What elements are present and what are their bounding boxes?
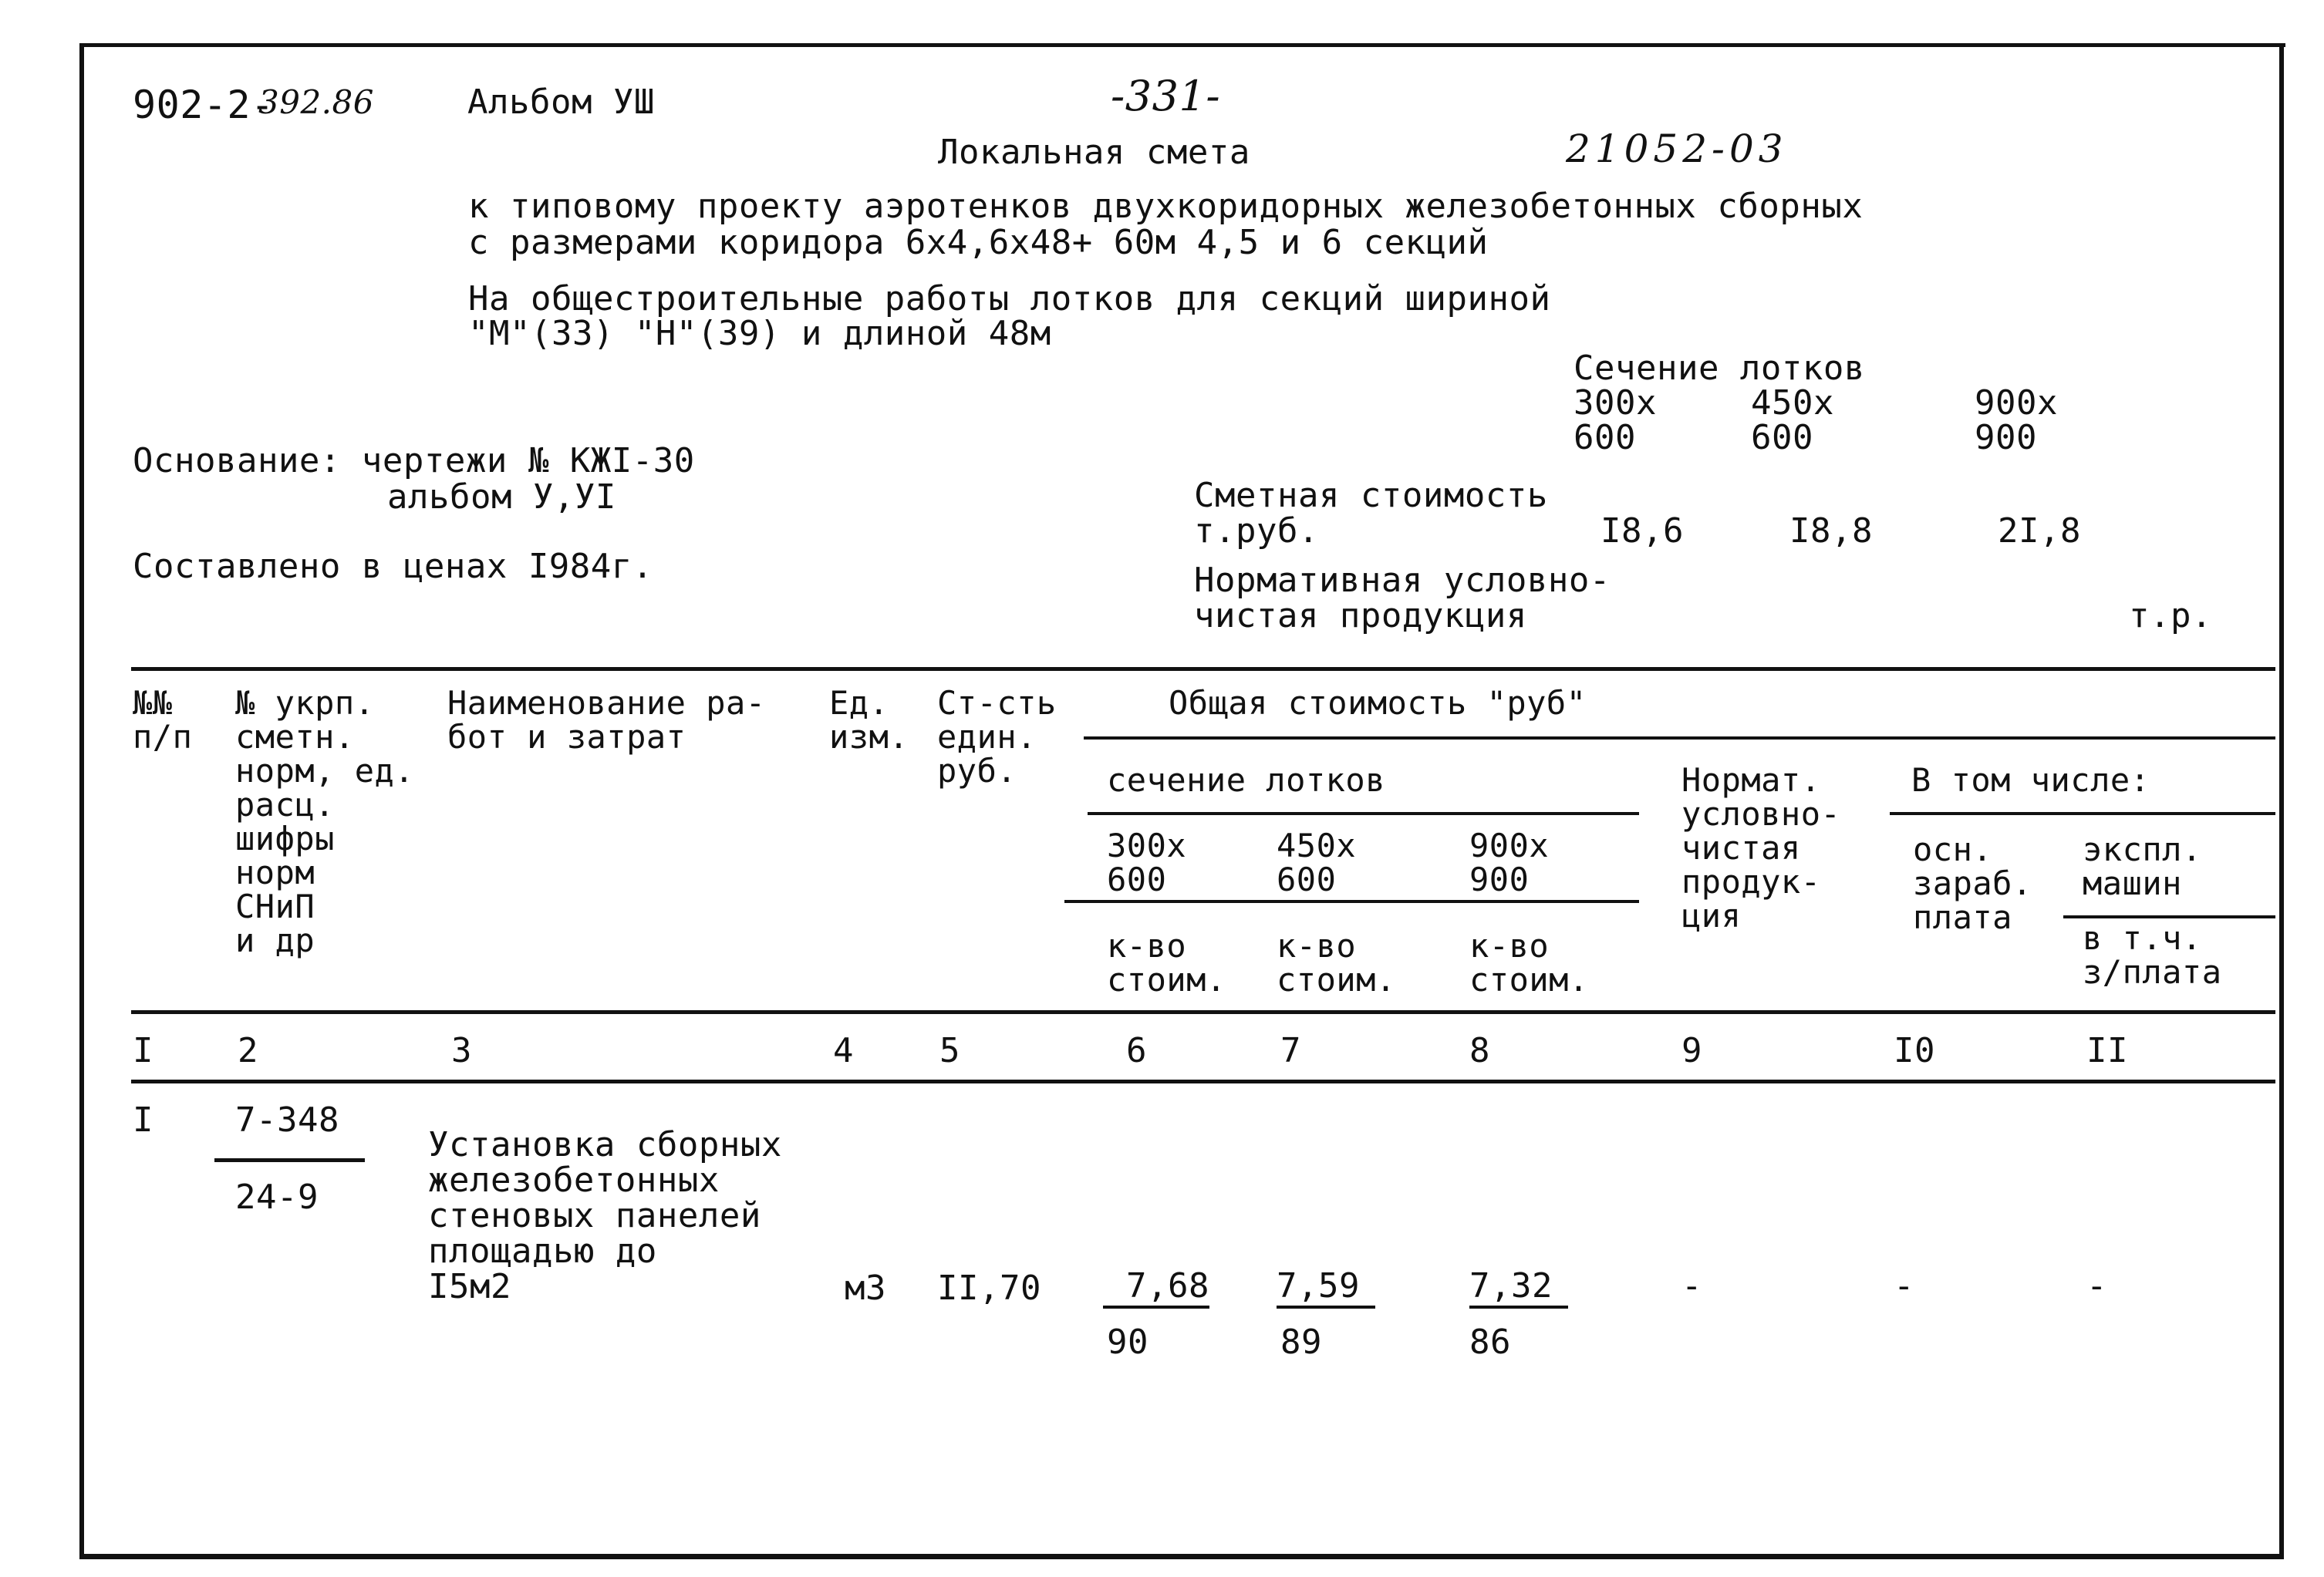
section-1-bottom: 600: [1574, 418, 1636, 457]
norm-label-line-2: чистая продукция: [1194, 596, 1527, 635]
header-qty-line: стоим.: [1277, 961, 1396, 999]
header-col-3-line: Наименование ра-: [447, 684, 766, 722]
header-col-4-line: Ед.: [829, 684, 889, 722]
header-col-5-line: Ст-сть: [937, 684, 1057, 722]
section-2-bottom: 600: [1751, 418, 1813, 457]
header-col-1-line: №№: [133, 684, 173, 722]
section-3-bottom: 900: [1975, 418, 2037, 457]
header-qty-3: [1469, 929, 1589, 997]
album-label: Альбом УШ: [467, 83, 655, 122]
cost-value-1: I8,6: [1600, 511, 1684, 551]
page-number: -331-: [1111, 72, 1221, 120]
estimate-code: 21052-03: [1566, 126, 1788, 171]
header-salary-line: плата: [1913, 898, 2012, 936]
frame-left-border: [79, 43, 84, 1558]
table-top-rule: [131, 667, 2275, 671]
basis-album: альбом У,УI: [387, 477, 616, 517]
machines-rule: [2063, 915, 2275, 918]
section-rule: [1088, 812, 1639, 815]
header-norm-line: ция: [1681, 897, 1742, 935]
header-section-3-line: 900х: [1469, 827, 1550, 864]
page-title: Локальная смета: [938, 133, 1250, 172]
prices-note: Составлено в ценах I984г.: [133, 547, 653, 586]
row-code-bottom: 24-9: [235, 1178, 319, 1217]
column-number-6: 6: [1126, 1031, 1147, 1070]
project-line-1: к типовому проекту аэротенков двухкоридорных железобетонных сборных: [468, 187, 1864, 226]
column-numbers-rule: [131, 1080, 2275, 1083]
header-bottom-rule: [131, 1010, 2275, 1014]
column-number-9: 9: [1681, 1031, 1702, 1070]
header-col-2-line: норм: [235, 854, 315, 891]
row-section-3-qty: 7,32: [1469, 1269, 1568, 1309]
header-col-5: [937, 686, 1057, 788]
column-number-7: 7: [1280, 1031, 1301, 1070]
column-number-10: I0: [1894, 1031, 1935, 1070]
basis-label: Основание: чертежи № КЖI-30: [133, 441, 695, 480]
sections-title: Сечение лотков: [1574, 349, 1865, 388]
header-qty-line: к-во: [1277, 927, 1357, 965]
row-work-name: [428, 1127, 782, 1305]
column-number-5: 5: [939, 1031, 960, 1070]
header-col-2-line: сметн.: [235, 718, 355, 756]
section-size-rule: [1064, 900, 1639, 903]
header-machines-wage-line: в т.ч.: [2083, 919, 2202, 957]
column-number-11: II: [2086, 1031, 2128, 1070]
header-norm-line: Нормат.: [1681, 761, 1821, 799]
frame-right-border: [2279, 43, 2284, 1555]
column-number-3: 3: [451, 1031, 472, 1070]
project-line-3: На общестроительные работы лотков для секций шириной: [468, 279, 1551, 318]
header-col-2-line: норм, ед.: [235, 752, 415, 790]
header-col-4-line: изм.: [829, 718, 909, 756]
row-section-2-qty: 7,59: [1277, 1269, 1375, 1309]
row-number: I: [133, 1100, 153, 1140]
row-salary: -: [1894, 1266, 1914, 1306]
header-qty-line: к-во: [1469, 927, 1550, 965]
project-line-2: с размерами коридора 6х4,6х48+ 60м 4,5 и 6 секций: [468, 223, 1489, 262]
row-machines: -: [2086, 1266, 2107, 1306]
row-work-name-line: площадью до: [428, 1232, 657, 1271]
header-salary-line: зараб.: [1913, 864, 2032, 902]
header-col-2-line: расц.: [235, 786, 335, 824]
header-qty-line: стоим.: [1469, 961, 1589, 999]
row-work-name-line: I5м2: [428, 1267, 511, 1306]
header-salary-line: осн.: [1913, 831, 1993, 868]
header-col-4: [829, 686, 909, 754]
cost-value-2: I8,8: [1789, 511, 1873, 551]
header-section-1: [1107, 829, 1186, 897]
norm-unit: т.р.: [2129, 596, 2212, 635]
row-section-3-cost: 86: [1469, 1323, 1511, 1362]
row-work-name-line: железобетонных: [428, 1161, 720, 1200]
header-qty-2: [1277, 929, 1396, 997]
total-cost-rule: [1084, 736, 2275, 740]
header-qty-1: [1107, 929, 1226, 997]
header-section: сечение лотков: [1107, 761, 1386, 799]
header-machines-line: экспл.: [2083, 831, 2202, 868]
frame-top-border: [79, 43, 2285, 47]
header-section-1-line: 300х: [1107, 827, 1187, 864]
row-unit: м3: [845, 1269, 886, 1308]
header-col-2-line: шифры: [235, 820, 335, 858]
header-col-3-line: бот и затрат: [447, 718, 686, 756]
row-norm: -: [1681, 1266, 1702, 1306]
header-total-cost: Общая стоимость "руб": [1169, 684, 1587, 722]
row-section-1-cost: 90: [1107, 1323, 1149, 1362]
row-code-divider: [214, 1158, 365, 1162]
row-code-top: 7-348: [235, 1100, 339, 1140]
column-number-4: 4: [833, 1031, 854, 1070]
header-section-3: [1469, 829, 1549, 897]
column-number-8: 8: [1469, 1031, 1490, 1070]
header-section-1-line: 600: [1107, 861, 1167, 898]
doc-number-handwritten: 392.86: [258, 83, 374, 121]
header-col-3: [447, 686, 766, 754]
header-norm-line: продук-: [1681, 863, 1821, 901]
project-line-4: "М"(33) "Н"(39) и длиной 48м: [468, 314, 1051, 353]
doc-number-prefix: 902-2-: [133, 83, 275, 127]
row-unit-cost: II,70: [937, 1269, 1041, 1308]
header-col-5-line: руб.: [937, 752, 1017, 790]
header-qty-line: к-во: [1107, 927, 1187, 965]
header-col-2: [235, 686, 414, 958]
header-col-2-line: и др: [235, 922, 315, 959]
cost-value-3: 2I,8: [1998, 511, 2081, 551]
including-rule: [1890, 812, 2275, 815]
header-col-5-line: един.: [937, 718, 1037, 756]
section-2-top: 450х: [1751, 383, 1834, 423]
column-number-2: 2: [238, 1031, 258, 1070]
header-col-1: [133, 686, 192, 754]
header-qty-line: стоим.: [1107, 961, 1226, 999]
header-norm-line: чистая: [1681, 829, 1801, 867]
header-section-3-line: 900: [1469, 861, 1530, 898]
header-section-2: [1277, 829, 1356, 897]
section-1-top: 300х: [1574, 383, 1657, 423]
header-section-2-line: 600: [1277, 861, 1337, 898]
header-norm-line: условно-: [1681, 795, 1841, 833]
header-salary: [1913, 833, 2032, 935]
column-number-1: I: [133, 1031, 153, 1070]
header-machines-wage: [2083, 919, 2222, 991]
row-section-2-cost: 89: [1280, 1323, 1322, 1362]
header-machines-wage-line: з/плата: [2083, 953, 2222, 991]
frame-bottom-border: [79, 1554, 2284, 1559]
header-machines: [2083, 833, 2202, 901]
norm-label-line-1: Нормативная условно-: [1194, 561, 1611, 600]
header-col-2-line: № укрп.: [235, 684, 375, 722]
header-norm: [1681, 763, 1840, 933]
header-col-2-line: СНиП: [235, 888, 315, 925]
header-section-2-line: 450х: [1277, 827, 1357, 864]
header-machines-line: машин: [2083, 864, 2182, 902]
row-work-name-line: Установка сборных: [428, 1125, 782, 1164]
section-3-top: 900х: [1975, 383, 2058, 423]
row-section-1-qty: 7,68: [1103, 1269, 1209, 1309]
header-col-1-line: п/п: [133, 718, 193, 756]
cost-label-line-1: Сметная стоимость: [1194, 476, 1548, 515]
row-work-name-line: стеновых панелей: [428, 1196, 761, 1235]
header-including: В том числе:: [1911, 761, 2150, 799]
cost-label-line-2: т.руб.: [1194, 511, 1319, 551]
